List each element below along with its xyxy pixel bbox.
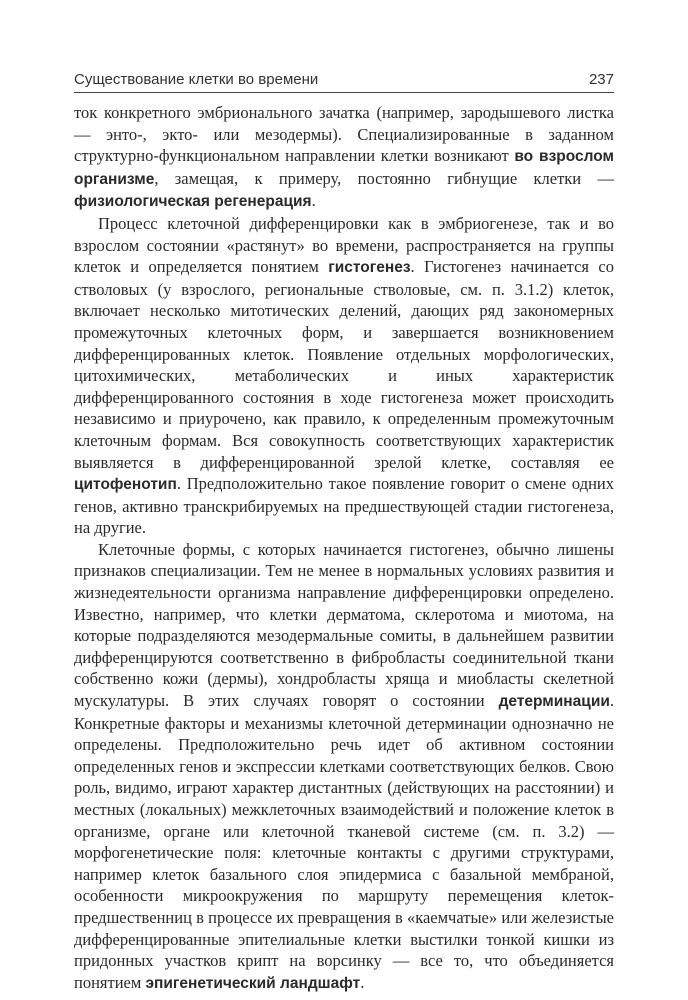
running-header (74, 66, 614, 93)
text-run: . Конкретные факторы и механизмы клеточной детерминации однозначно не определены. Предположительно речь идет об активном состоянии определенных генов и экспрессии клетками соответствующих белков. Свою роль, видимо, играют характер дистантных (действующих на расстоянии) и местных (локальных) межклеточных взаимодействий и положение клеток в организме, органе или клеточной тканевой системе (см. п. 3.2) — морфогенетические поля: клеточные контакты с другими структурами, например клеток базального слоя эпидермиса с базальной мембраной, особенности микроокружения по маршруту перемещения клеток-предшественниц в процессе их превращения в «каемчатые» или железистые дифференцированные эпителиальные клетки выстилки тонкой кишки из придонных участков крипт на ворсинку — все то, что объединяется понятием (74, 691, 614, 992)
paragraph-2 (74, 213, 614, 539)
page-number: 237 (588, 71, 614, 88)
text-run: . (360, 972, 365, 992)
paragraph-3 (74, 539, 614, 994)
chapter-title: Существование клетки во времени (74, 71, 319, 88)
bold-term: физиологическая регенерация (74, 193, 312, 211)
bold-term: эпигенетический ландшафт (145, 974, 361, 992)
text-run: Клеточные формы, с которых начинается гистогенез, обычно лишены признаков специализации. Тем не менее в нормальных условиях развития и жизнедеятельности организма направление дифференцировки определено. Известно, например, что клетки дерматома, склеротома и миотома, на которые подразделяются мезодермальные сомиты, в дальнейшем развитии дифференцируются соответственно в фибробласты соединительной ткани собственно кожи (дермы), хондробласты хряща и миобласты скелетной мускулатуры. В этих случаях говорят о состоянии (74, 539, 614, 711)
bold-term: гистогенез (328, 259, 411, 277)
text-run: . Гистогенез начинается со стволовых (у взрослого, региональные стволовые, см. п. 3.1.2) клеток, включает несколько митотических делений, дающих ряд закономерных промежуточных клеточных форм, и завершается возникновением дифференцированных клеток. Появление отдельных морфологических, цитохимических, метаболических и иных характеристик дифференцированного состояния в ходе гистогенеза может происходить независимо и приурочено, как правило, к определенным промежуточным клеточным формам. Вся совокупность соответствующих характеристик выявляется в дифференцированной зрелой клетке, составляя ее (74, 257, 614, 472)
bold-term: во взрослом организме (74, 148, 614, 188)
bold-term: цитофенотип (74, 476, 177, 494)
text-run: . (311, 191, 316, 211)
text-run: Процесс клеточной дифференцировки как в эмбриогенезе, так и во взрослом состоянии «растянут» во времени, распространяется на группы клеток и определяется понятием (74, 213, 614, 277)
paragraph-1 (74, 102, 614, 213)
bold-term: детерминации (498, 693, 610, 711)
body-text (74, 102, 614, 994)
text-run: , замещая, к примеру, постоянно гибнущие клетки — (154, 168, 614, 188)
text-run: . Предположительно такое появление говорит о смене одних генов, активно транскрибируемых на предшествующей стадии гистогенеза, на другие. (74, 474, 614, 538)
text-run: ток конкретного эмбрионального зачатка (например, зародышевого листка — энто-, экто- или мезодермы). Специализированные в заданном структурно-функциональном направлении клетки возникают (74, 103, 614, 166)
